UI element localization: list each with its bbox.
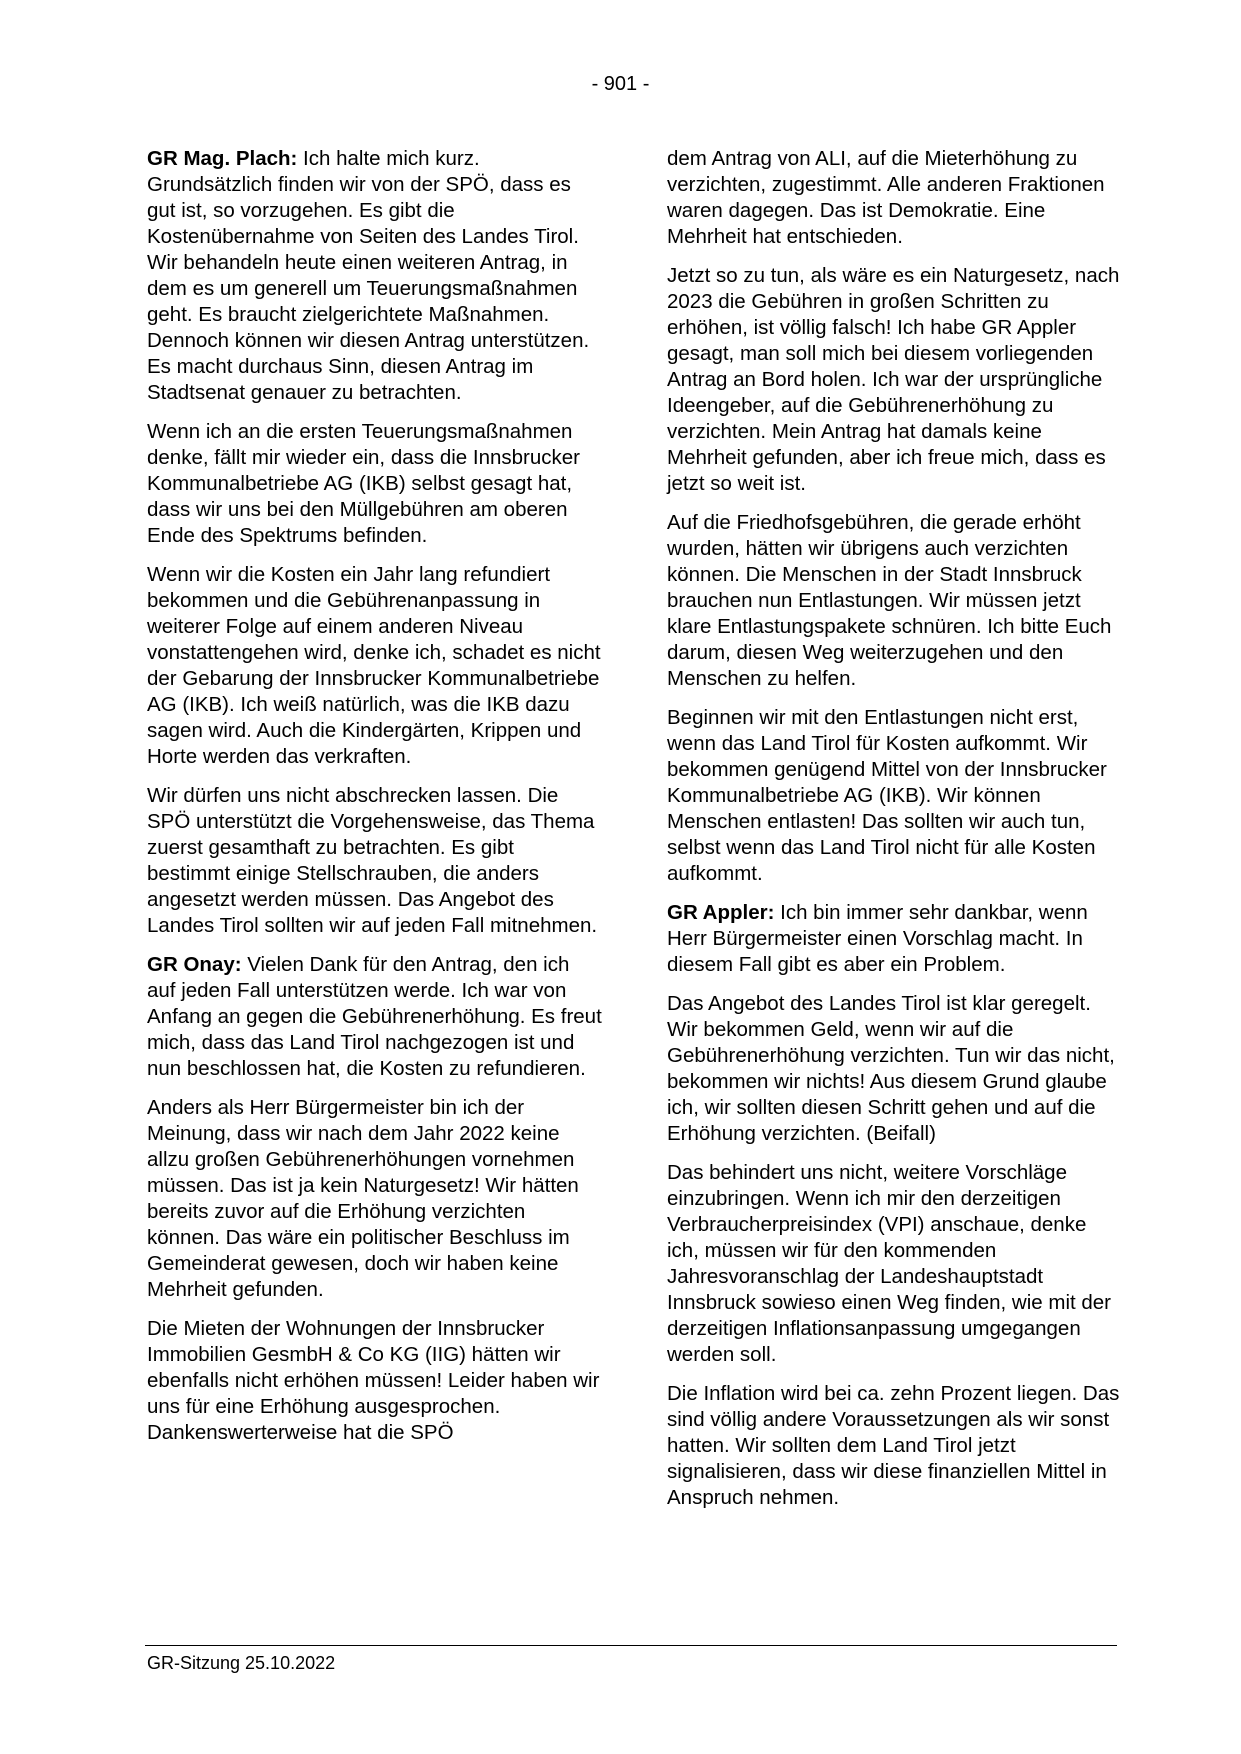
speaker-name: GR Appler: [667, 901, 775, 924]
paragraph: Wir dürfen uns nicht abschrecken lassen. Die SPÖ unterstützt die Vorgehensweise, das Thema zuerst gesamthaft zu betrachten. Es gibt bestimmt einige Stellschrauben, die anders angesetzt werden müssen. Das Angebot des Landes Tirol sollten wir auf jeden Fall mitnehmen. [147, 784, 598, 937]
paragraph-text: Ich halte mich kurz. Grundsätzlich finden wir von der SPÖ, dass es gut ist, so vorzugehen. Es gibt die Kostenübernahme von Seiten des Landes Tirol. Wir behandeln heute einen weiteren Antrag, in dem es um generell um Teuerungsmaßnahmen geht. Es braucht zielgerichtete Maßnahmen. Dennoch können wir diesen Antrag unterstützen. Es macht durchaus Sinn, diesen Antrag im Stadtsenat genauer zu betrachten. [147, 147, 590, 404]
paragraph: Jetzt so zu tun, als wäre es ein Naturgesetz, nach 2023 die Gebühren in großen Schritten zu erhöhen, ist völlig falsch! Ich habe GR Appler gesagt, man soll mich bei diesem vorliegenden Antrag an Bord holen. Ich war der ursprüngliche Ideengeber, auf die Gebührenerhöhung zu verzichten. Mein Antrag hat damals keine Mehrheit gefunden, aber ich freue mich, dass es jetzt so weit ist. [667, 264, 1120, 495]
paragraph: Beginnen wir mit den Entlastungen nicht erst, wenn das Land Tirol für Kosten aufkommt. Wir bekommen genügend Mittel von der Innsbrucker Kommunalbetriebe AG (IKB). Wir können Menschen entlasten! Das sollten wir auch tun, selbst wenn das Land Tirol nicht für alle Kosten aufkommt. [667, 706, 1107, 885]
paragraph: Auf die Friedhofsgebühren, die gerade erhöht wurden, hätten wir übrigens auch verzichten können. Die Menschen in der Stadt Innsbruck brauchen nun Entlastungen. Wir müssen jetzt klare Entlastungspakete schnüren. Ich bitte Euch darum, diesen Weg weiterzugehen und den Menschen zu helfen. [667, 511, 1112, 690]
paragraph [147, 146, 602, 406]
page-number: - 901 - [591, 73, 650, 95]
paragraph: dem Antrag von ALI, auf die Mieterhöhung zu verzichten, zugestimmt. Alle anderen Fraktionen waren dagegen. Das ist Demokratie. Eine Mehrheit hat entschieden. [667, 147, 1105, 248]
right-column [667, 146, 1122, 1524]
footer-session-date: GR-Sitzung 25.10.2022 [147, 1653, 336, 1673]
paragraph [667, 900, 1122, 978]
left-column [147, 146, 602, 1459]
paragraph [147, 952, 602, 1082]
speaker-name: GR Onay: [147, 953, 242, 976]
speaker-name: GR Mag. Plach: [147, 147, 298, 170]
paragraph: Wenn ich an die ersten Teuerungsmaßnahmen denke, fällt mir wieder ein, dass die Innsbrucker Kommunalbetriebe AG (IKB) selbst gesagt hat, dass wir uns bei den Müllgebühren am oberen Ende des Spektrums befinden. [147, 420, 580, 547]
paragraph: Die Inflation wird bei ca. zehn Prozent liegen. Das sind völlig andere Voraussetzungen als wir sonst hatten. Wir sollten dem Land Tirol jetzt signalisieren, dass wir diese finanziellen Mittel in Anspruch nehmen. [667, 1382, 1120, 1509]
paragraph: Die Mieten der Wohnungen der Innsbrucker Immobilien GesmbH & Co KG (IIG) hätten wir ebenfalls nicht erhöhen müssen! Leider haben wir uns für eine Erhöhung ausgesprochen. Dankenswerterweise hat die SPÖ [147, 1317, 600, 1444]
paragraph: Das behindert uns nicht, weitere Vorschläge einzubringen. Wenn ich mir den derzeitigen Verbraucherpreisindex (VPI) anschaue, denke ich, müssen wir für den kommenden Jahresvoranschlag der Landeshauptstadt Innsbruck sowieso einen Weg finden, wie mit der derzeitigen Inflationsanpassung umgegangen werden soll. [667, 1161, 1112, 1366]
paragraph: Wenn wir die Kosten ein Jahr lang refundiert bekommen und die Gebührenanpassung in weiterer Folge auf einem anderen Niveau vonstattengehen wird, denke ich, schadet es nicht der Gebarung der Innsbrucker Kommunalbetriebe AG (IKB). Ich weiß natürlich, was die IKB dazu sagen wird. Auch die Kindergärten, Krippen und Horte werden das verkraften. [147, 563, 601, 768]
paragraph: Anders als Herr Bürgermeister bin ich der Meinung, dass wir nach dem Jahr 2022 keine allzu großen Gebührenerhöhungen vornehmen müssen. Das ist ja kein Naturgesetz! Wir hätten bereits zuvor auf die Erhöhung verzichten können. Das wäre ein politischer Beschluss im Gemeinderat gewesen, doch wir haben keine Mehrheit gefunden. [147, 1096, 579, 1301]
paragraph-text: Ich bin immer sehr dankbar, wenn Herr Bürgermeister einen Vorschlag macht. In diesem Fall gibt es aber ein Problem. [667, 901, 1088, 976]
paragraph-text: Vielen Dank für den Antrag, den ich auf jeden Fall unterstützen werde. Ich war von Anfang an gegen die Gebührenerhöhung. Es freut mich, dass das Land Tirol nachgezogen ist und nun beschlossen hat, die Kosten zu refundieren. [147, 953, 602, 1080]
paragraph: Das Angebot des Landes Tirol ist klar geregelt. Wir bekommen Geld, wenn wir auf die Gebührenerhöhung verzichten. Tun wir das nicht, bekommen wir nichts! Aus diesem Grund glaube ich, wir sollten diesen Schritt gehen und auf die Erhöhung verzichten. (Beifall) [667, 992, 1115, 1145]
footer-divider [145, 1645, 1117, 1646]
